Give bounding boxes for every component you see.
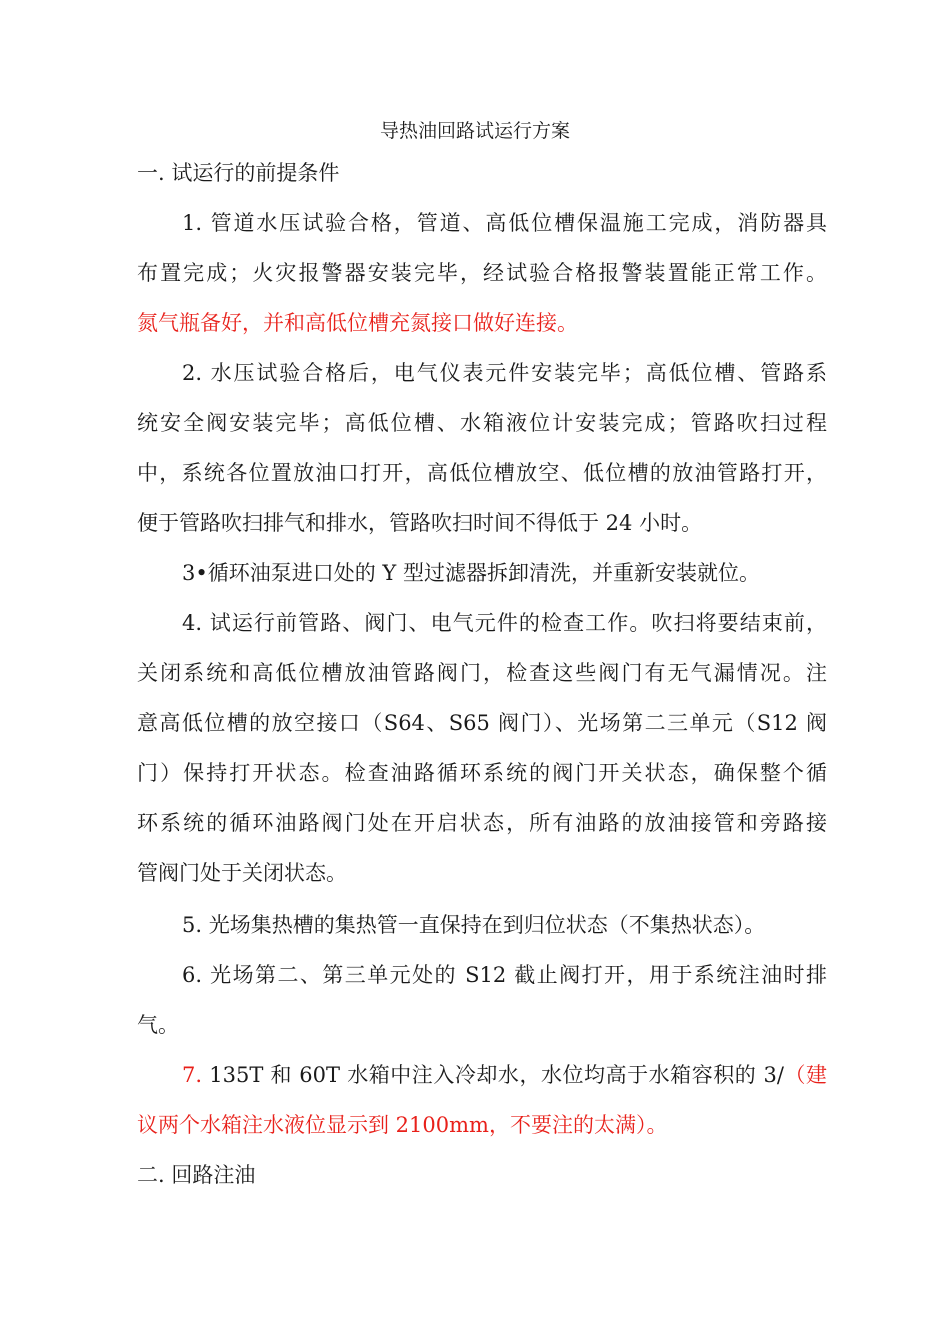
p7-line-1 (182, 1060, 827, 1090)
section-heading-2: 二. 回路注油 (137, 1163, 256, 1187)
p2-line-4: 便于管路吹扫排气和排水，管路吹扫时间不得低于 24 小时。 (137, 511, 703, 535)
p7-number: 7. (182, 1063, 210, 1087)
p7-line-1-red: （建 (783, 1063, 827, 1087)
p2-line-2: 统安全阀安装完毕；高低位槽、水箱液位计安装完成；管路吹扫过程 (137, 411, 827, 435)
p3-line-1: 3•循环油泵进口处的 Y 型过滤器拆卸清洗，并重新安装就位。 (182, 561, 760, 585)
p5-line-1: 5. 光场集热槽的集热管一直保持在到归位状态（不集热状态）。 (182, 913, 766, 937)
p7-line-2-highlight: 议两个水箱注水液位显示到 2100mm，不要注的太满）。 (137, 1113, 668, 1137)
p4-line-6: 管阀门处于关闭状态。 (137, 861, 347, 885)
p6-line-1: 6. 光场第二、第三单元处的 S12 截止阀打开，用于系统注油时排 (182, 963, 827, 987)
p1-line-3-highlight: 氮气瓶备好，并和高低位槽充氮接口做好连接。 (137, 311, 578, 335)
p4-line-2: 关闭系统和高低位槽放油管路阀门，检查这些阀门有无气漏情况。注 (137, 661, 827, 685)
p2-line-1: 2. 水压试验合格后，电气仪表元件安装完毕；高低位槽、管路系 (182, 361, 827, 385)
p6-line-2: 气。 (137, 1013, 179, 1037)
p1-line-2: 布置完成；火灾报警器安装完毕，经试验合格报警装置能正常工作。 (137, 261, 827, 285)
p4-line-1: 4. 试运行前管路、阀门、电气元件的检查工作。吹扫将要结束前， (182, 611, 827, 635)
p4-line-3: 意高低位槽的放空接口（S64、S65 阀门）、光场第二三单元（S12 阀 (137, 711, 827, 735)
p7-line-1-text: 135T 和 60T 水箱中注入冷却水，水位均高于水箱容积的 3/ (209, 1063, 784, 1087)
p1-line-1: 1. 管道水压试验合格，管道、高低位槽保温施工完成，消防器具 (182, 211, 827, 235)
p4-line-4: 门）保持打开状态。检查油路循环系统的阀门开关状态，确保整个循 (137, 761, 827, 785)
p2-line-3: 中，系统各位置放油口打开，高低位槽放空、低位槽的放油管路打开， (137, 461, 827, 485)
p4-line-5: 环系统的循环油路阀门处在开启状态，所有油路的放油接管和旁路接 (137, 811, 827, 835)
document-title: 导热油回路试运行方案 (379, 120, 570, 142)
section-heading-1: 一. 试运行的前提条件 (137, 161, 340, 185)
